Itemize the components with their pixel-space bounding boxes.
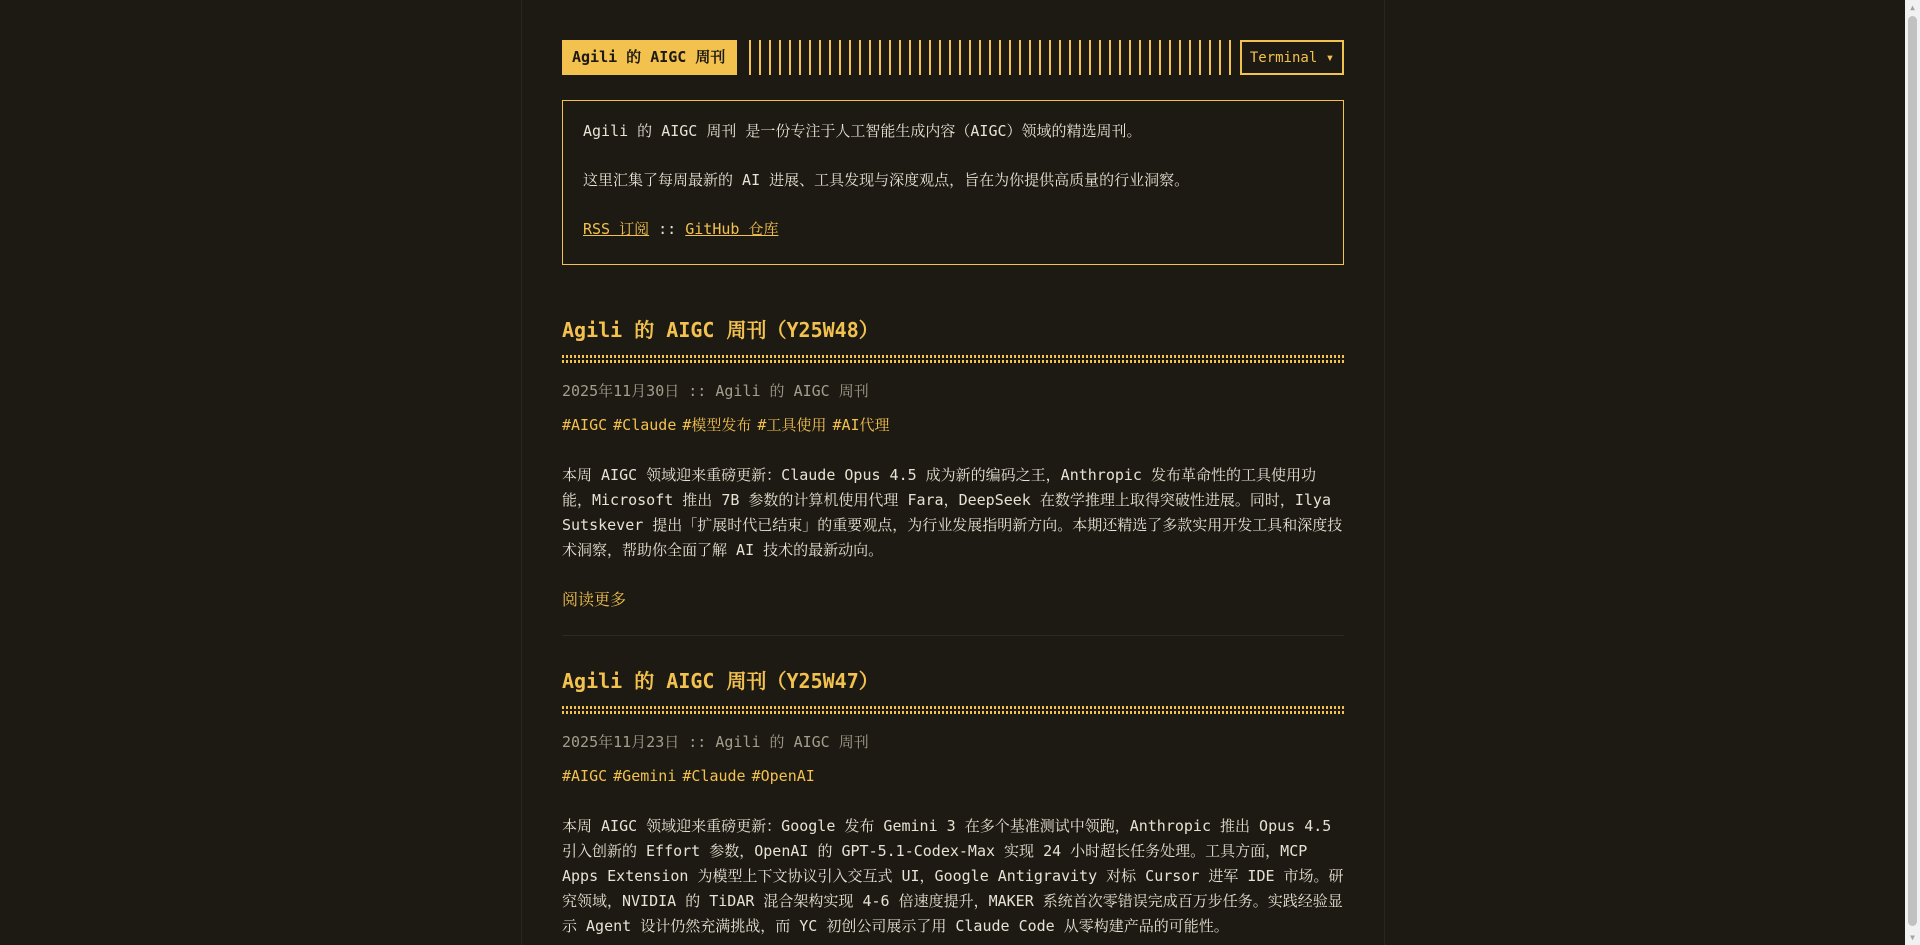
post-title[interactable]: Agili 的 AIGC 周刊（Y25W47） bbox=[562, 669, 879, 693]
tag-link[interactable]: #OpenAI bbox=[751, 767, 815, 785]
post-tags bbox=[562, 766, 1344, 786]
post-item bbox=[562, 315, 1344, 636]
page-container bbox=[521, 0, 1385, 945]
tag-link[interactable]: #模型发布 bbox=[682, 416, 752, 434]
post-divider bbox=[562, 635, 1344, 636]
post-excerpt: 本周 AIGC 领域迎来重磅更新：Claude Opus 4.5 成为新的编码之王，Anthropic 发布革命性的工具使用功能，Microsoft 推出 7B 参数的计算机使用代理 Fara，DeepSeek 在数学推理上取得突破性进展。同时，Ilya Sutskever 提出「扩展时代已结束」的重要观点，为行业发展指明新方向。本期还精选了多款实用开发工具和深度技术洞察，帮助你全面了解 AI 技术的最新动向。 bbox=[562, 466, 1343, 559]
tag-link[interactable]: #AI代理 bbox=[832, 416, 890, 434]
tag-link[interactable]: #工具使用 bbox=[757, 416, 827, 434]
scroll-down-arrow-icon[interactable]: ▼ bbox=[1910, 933, 1915, 942]
intro-line-1: Agili 的 AIGC 周刊 是一份专注于人工智能生成内容（AIGC）领域的精选周刊。 bbox=[583, 122, 1142, 140]
site-logo[interactable]: Agili 的 AIGC 周刊 bbox=[562, 40, 737, 75]
post-meta: 2025年11月30日 :: Agili 的 AIGC 周刊 bbox=[562, 382, 869, 400]
tag-link[interactable]: #Claude bbox=[682, 767, 746, 785]
tag-link[interactable]: #AIGC bbox=[562, 416, 608, 434]
theme-menu-button[interactable]: Terminal ▾ bbox=[1240, 40, 1344, 75]
post-item bbox=[562, 666, 1344, 939]
post-tags bbox=[562, 415, 1344, 435]
github-link[interactable]: GitHub 仓库 bbox=[685, 220, 779, 238]
site-header bbox=[562, 40, 1344, 75]
scroll-up-arrow-icon[interactable]: ▲ bbox=[1910, 3, 1915, 12]
post-meta: 2025年11月23日 :: Agili 的 AIGC 周刊 bbox=[562, 733, 869, 751]
rss-link[interactable]: RSS 订阅 bbox=[583, 220, 650, 238]
scrollbar-thumb[interactable] bbox=[1908, 16, 1917, 926]
post-title[interactable]: Agili 的 AIGC 周刊（Y25W48） bbox=[562, 318, 879, 342]
intro-box bbox=[562, 100, 1344, 265]
vertical-scrollbar[interactable] bbox=[1905, 0, 1920, 945]
title-underline bbox=[562, 706, 1344, 714]
post-excerpt: 本周 AIGC 领域迎来重磅更新：Google 发布 Gemini 3 在多个基准测试中领跑，Anthropic 推出 Opus 4.5 引入创新的 Effort 参数，OpenAI 的 GPT-5.1-Codex-Max 实现 24 小时超长任务处理。工具方面，MCP Apps Extension 为模型上下文协议引入交互式 UI，Google Antigravity 对标 Cursor 进军 IDE 市场。研究领域，NVIDIA 的 TiDAR 混合架构实现 4-6 倍速度提升，MAKER 系统首次零错误完成百万步任务。实践经验显示 Agent 设计仍然充满挑战，而 YC 初创公司展示了用 Claude Code 从零构建产品的可能性。 bbox=[562, 817, 1344, 935]
tag-link[interactable]: #Gemini bbox=[613, 767, 677, 785]
read-more-link[interactable]: 阅读更多 bbox=[562, 590, 627, 609]
tag-link[interactable]: #Claude bbox=[613, 416, 677, 434]
header-stripes bbox=[749, 40, 1232, 75]
intro-links bbox=[583, 217, 1323, 241]
title-underline bbox=[562, 355, 1344, 363]
intro-line-2: 这里汇集了每周最新的 AI 进展、工具发现与深度观点，旨在为你提供高质量的行业洞察。 bbox=[583, 171, 1190, 189]
tag-link[interactable]: #AIGC bbox=[562, 767, 608, 785]
link-separator: :: bbox=[658, 220, 677, 238]
